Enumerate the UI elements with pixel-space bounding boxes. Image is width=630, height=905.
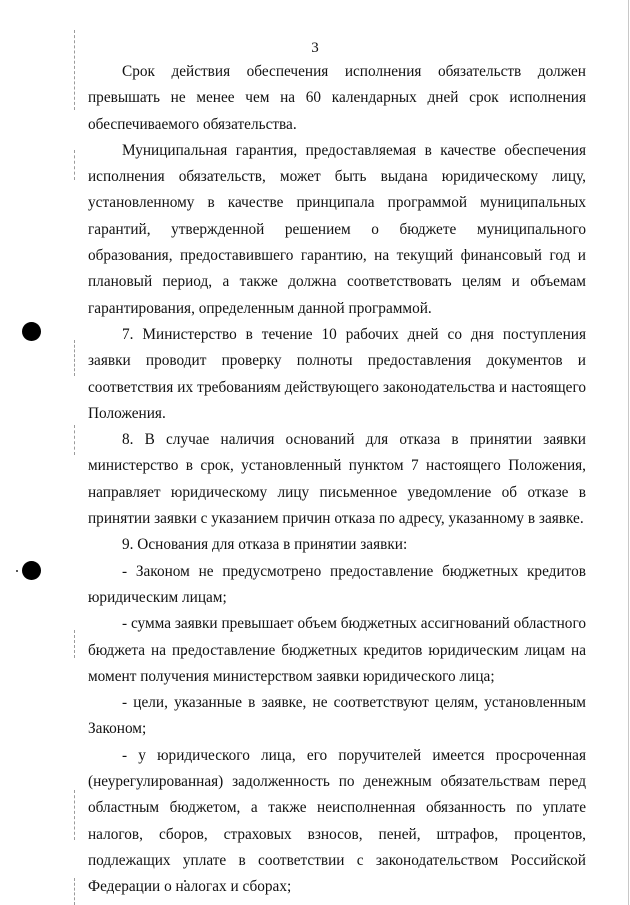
scan-edge-left-low2	[74, 425, 75, 455]
scan-edge-left-mid	[74, 150, 75, 180]
scan-edge-right	[628, 0, 629, 905]
document-body	[88, 59, 586, 901]
paragraph-municipal-guarantee: Муниципальная гарантия, предоставляемая в качестве обеспечения исполнения обязательств, может быть выдана юридическому лицу, установленному в качестве принципала программой муниципальных гарантий, утвержденной решением о бюджете муниципального образования, предоставившего гарантию, на текущий финансовый год и плановый период, а также должна соответствовать целям и объемам гарантирования, определенным данной программой.	[88, 141, 586, 317]
paragraph-item-8: 8. В случае наличия оснований для отказа в принятии заявки министерство в срок, установленный пунктом 7 настоящего Положения, направляет юридическому лицу письменное уведомление об отказе в принятии заявки с указанием причин отказа по адресу, указанному в заявке.	[88, 431, 586, 528]
paragraph-guarantee-term: Срок действия обеспечения исполнения обязательств должен превышать не менее чем на 60 календарных дней срок исполнения обеспечиваемого обязательства.	[88, 63, 586, 133]
punch-hole-lower	[22, 561, 41, 580]
scan-edge-left-lower	[74, 340, 75, 376]
scan-edge-left-low3	[74, 630, 75, 658]
list-item-law: - Законом не предусмотрено предоставление бюджетных кредитов юридическим лицам;	[88, 562, 586, 606]
scan-edge-left-bottom	[74, 790, 75, 840]
scan-speck	[16, 570, 18, 572]
list-item-amount: - сумма заявки превышает объем бюджетных ассигнований областного бюджета на предоставление бюджетных кредитов юридическим лицам на момент получения министерством заявки юридического лица;	[88, 615, 586, 685]
punch-hole-upper	[22, 322, 41, 341]
paragraph-item-7: 7. Министерство в течение 10 рабочих дней со дня поступления заявки проводит проверку полноты предоставления документов и соответствия их требованиям действующего законодательства и настоящего Положения.	[88, 325, 586, 422]
scan-edge-left-foot	[74, 878, 75, 905]
list-item-purposes: - цели, указанные в заявке, не соответствуют целям, установленным Законом;	[88, 694, 586, 738]
paragraph-item-9: 9. Основания для отказа в принятии заявки:	[122, 536, 408, 554]
list-item-debt: - у юридического лица, его поручителей имеется просроченная (неурегулированная) задолженность по денежным обязательствам перед областным бюджетом, а также неисполненная обязанность по уплате налогов, сборов, страховых взносов, пеней, штрафов, процентов, подлежащих уплате в соответствии с законодательством Российской Федерации о налогах и сборах;	[88, 746, 586, 896]
page-number: 3	[311, 40, 319, 56]
